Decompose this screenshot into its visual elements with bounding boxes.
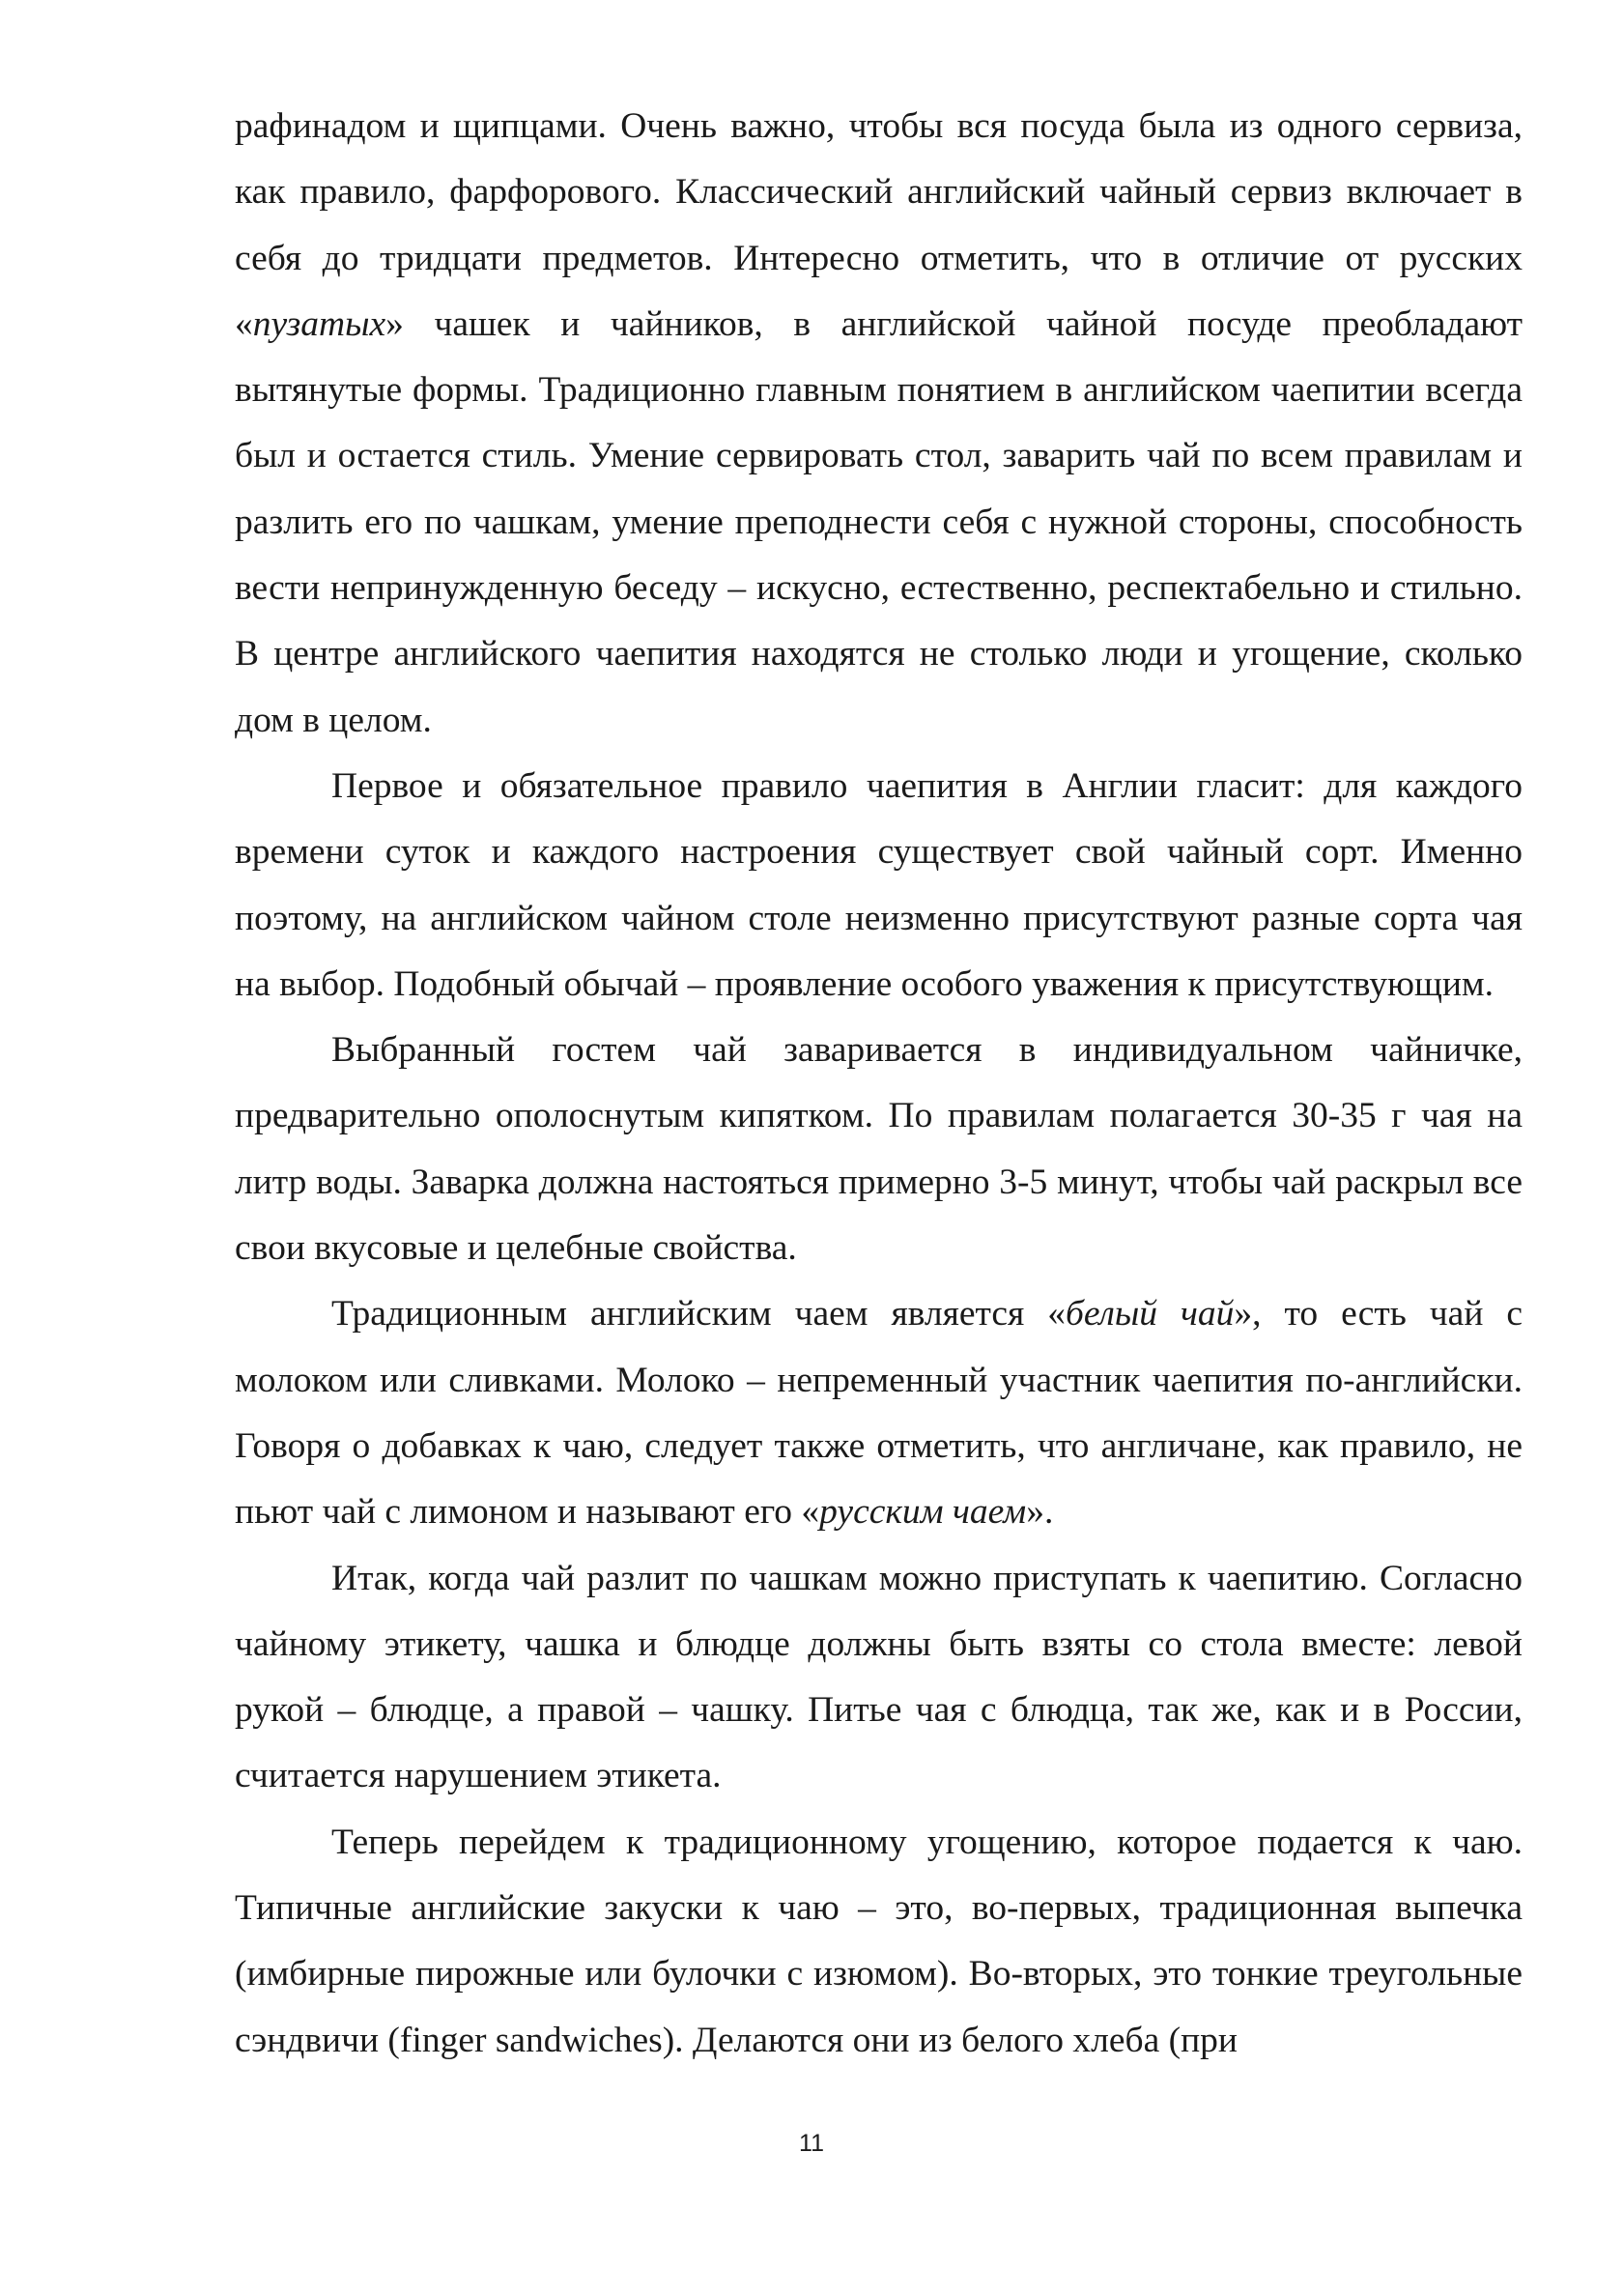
paragraph: [235, 1810, 1523, 2074]
text-run: Выбранный гостем чай заваривается в индивидуальном чайничке, предварительно ополоснутым кипятком. По правилам полагается 30-35 г чая на литр воды. Заварка должна настояться примерно 3-5 минут, чтобы чай раскрыл все свои вкусовые и целебные свойства.: [235, 1030, 1523, 1269]
body-text: [235, 94, 1523, 2074]
text-run: Теперь перейдем к традиционному угощению, которое подается к чаю. Типичные английские закуски к чаю – это, во-первых, традиционная выпечка (имбирные пирожные или булочки с изюмом). Во-вторых, это тонкие треугольные сэндвичи (finger sandwiches). Делаются они из белого хлеба (при: [235, 1822, 1523, 2060]
text-run: рафинадом и щипцами. Очень важно, чтобы вся посуда была из одного сервиза, как правило, фарфорового. Классический английский чайный сервиз включает в себя до тридцати предметов. Интересно отметить, что в отличие от русских «: [235, 106, 1523, 344]
text-run: Первое и обязательное правило чаепития в Англии гласит: для каждого времени суток и каждого настроения существует свой чайный сорт. Именно поэтому, на английском чайном столе неизменно присутствуют разные сорта чая на выбор. Подобный обычай – проявление особого уважения к присутствующим.: [235, 765, 1523, 1004]
italic-text: пузатых: [252, 303, 386, 344]
page-number: 11: [799, 2130, 824, 2157]
paragraph: [235, 1018, 1523, 1281]
text-run: Итак, когда чай разлит по чашкам можно приступать к чаепитию. Согласно чайному этикету, чашка и блюдце должны быть взяты со стола вместе: левой рукой – блюдце, а правой – чашку. Питье чая с блюдца, так же, как и в России, считается нарушением этикета.: [235, 1558, 1523, 1796]
text-run: », то есть чай с молоком или сливками. Молоко – непременный участник чаепития по-английски. Говоря о добавках к чаю, следует также отметить, что англичане, как правило, не пьют чай с лимоном и называют его «: [235, 1294, 1523, 1533]
paragraph: [235, 1546, 1523, 1810]
text-run: Традиционным английским чаем является «: [331, 1294, 1066, 1335]
paragraph: [235, 1281, 1523, 1545]
italic-text: белый чай: [1065, 1294, 1235, 1335]
italic-text: русским чаем: [819, 1492, 1027, 1533]
text-run: ».: [1026, 1492, 1054, 1533]
paragraph: [235, 754, 1523, 1018]
text-run: » чашек и чайников, в английской чайной посуде преобладают вытянутые формы. Традиционно главным понятием в английском чаепитии всегда был и остается стиль. Умение сервировать стол, заварить чай по всем правилам и разлить его по чашкам, умение преподнести себя с нужной стороны, способность вести непринужденную беседу – искусно, естественно, респектабельно и стильно. В центре английского чаепития находятся не столько люди и угощение, сколько дом в целом.: [235, 303, 1523, 740]
paragraph: [235, 94, 1523, 754]
